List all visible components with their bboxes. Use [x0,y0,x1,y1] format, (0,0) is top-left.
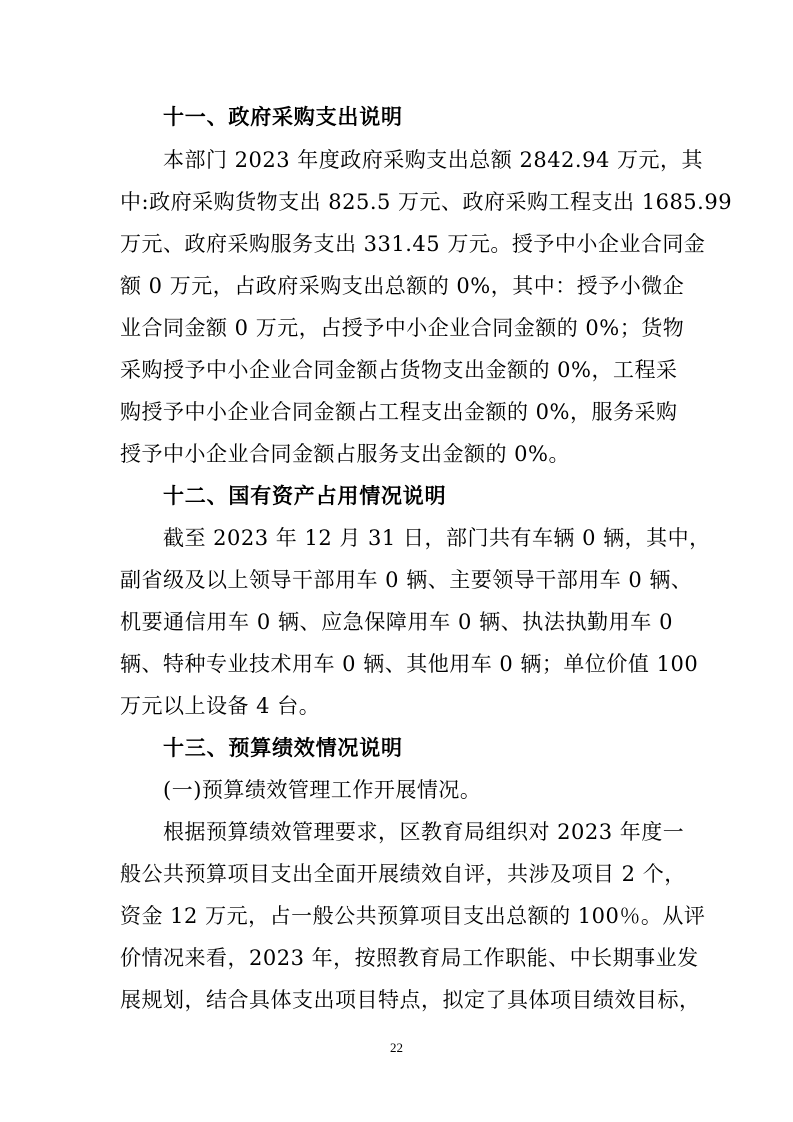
section-11-line-2: 中:政府采购货物支出 825.5 万元、政府采购工程支出 1685.99 [120,190,733,214]
section-13-line-2: 般公共预算项目支出全面开展绩效自评，共涉及项目 2 个， [120,862,686,886]
section-13-line-3: 资金 12 万元，占一般公共预算项目支出总额的 100％。从评 [120,904,706,928]
section-11-line-3: 万元、政府采购服务支出 331.45 万元。授予中小企业合同金 [120,232,706,256]
section-11-line-4: 额 0 万元，占政府采购支出总额的 0%，其中：授予小微企 [120,274,685,298]
section-13-heading: 十三、预算绩效情况说明 [163,736,403,760]
section-12-heading: 十二、国有资产占用情况说明 [163,484,447,508]
section-12-line-4: 辆、特种专业技术用车 0 辆、其他用车 0 辆；单位价值 100 [120,652,699,676]
section-13-subheading: (一)预算绩效管理工作开展情况。 [163,778,482,802]
section-13-line-4: 价情况来看，2023 年，按照教育局工作职能、中长期事业发 [120,946,699,970]
section-11-line-7: 购授予中小企业合同金额占工程支出金额的 0%，服务采购 [120,400,678,424]
section-12-line-3: 机要通信用车 0 辆、应急保障用车 0 辆、执法执勤用车 0 [120,610,673,634]
section-13-line-1: 根据预算绩效管理要求，区教育局组织对 2023 年度一 [163,820,685,844]
section-11-line-1: 本部门 2023 年度政府采购支出总额 2842.94 万元，其 [163,148,703,172]
section-13-line-5: 展规划，结合具体支出项目特点，拟定了具体项目绩效目标， [120,988,701,1012]
section-11-heading: 十一、政府采购支出说明 [163,105,403,129]
section-12-line-2: 副省级及以上领导干部用车 0 辆、主要领导干部用车 0 辆、 [120,568,693,592]
section-12-line-1: 截至 2023 年 12 月 31 日，部门共有车辆 0 辆，其中， [163,526,711,550]
page-number: 22 [390,1040,403,1055]
section-11-line-6: 采购授予中小企业合同金额占货物支出金额的 0%，工程采 [120,358,678,382]
section-12-line-5: 万元以上设备 4 台。 [120,694,321,718]
section-11-line-8: 授予中小企业合同金额占服务支出金额的 0%。 [120,442,570,466]
section-11-line-5: 业合同金额 0 万元，占授予中小企业合同金额的 0%；货物 [120,316,685,340]
